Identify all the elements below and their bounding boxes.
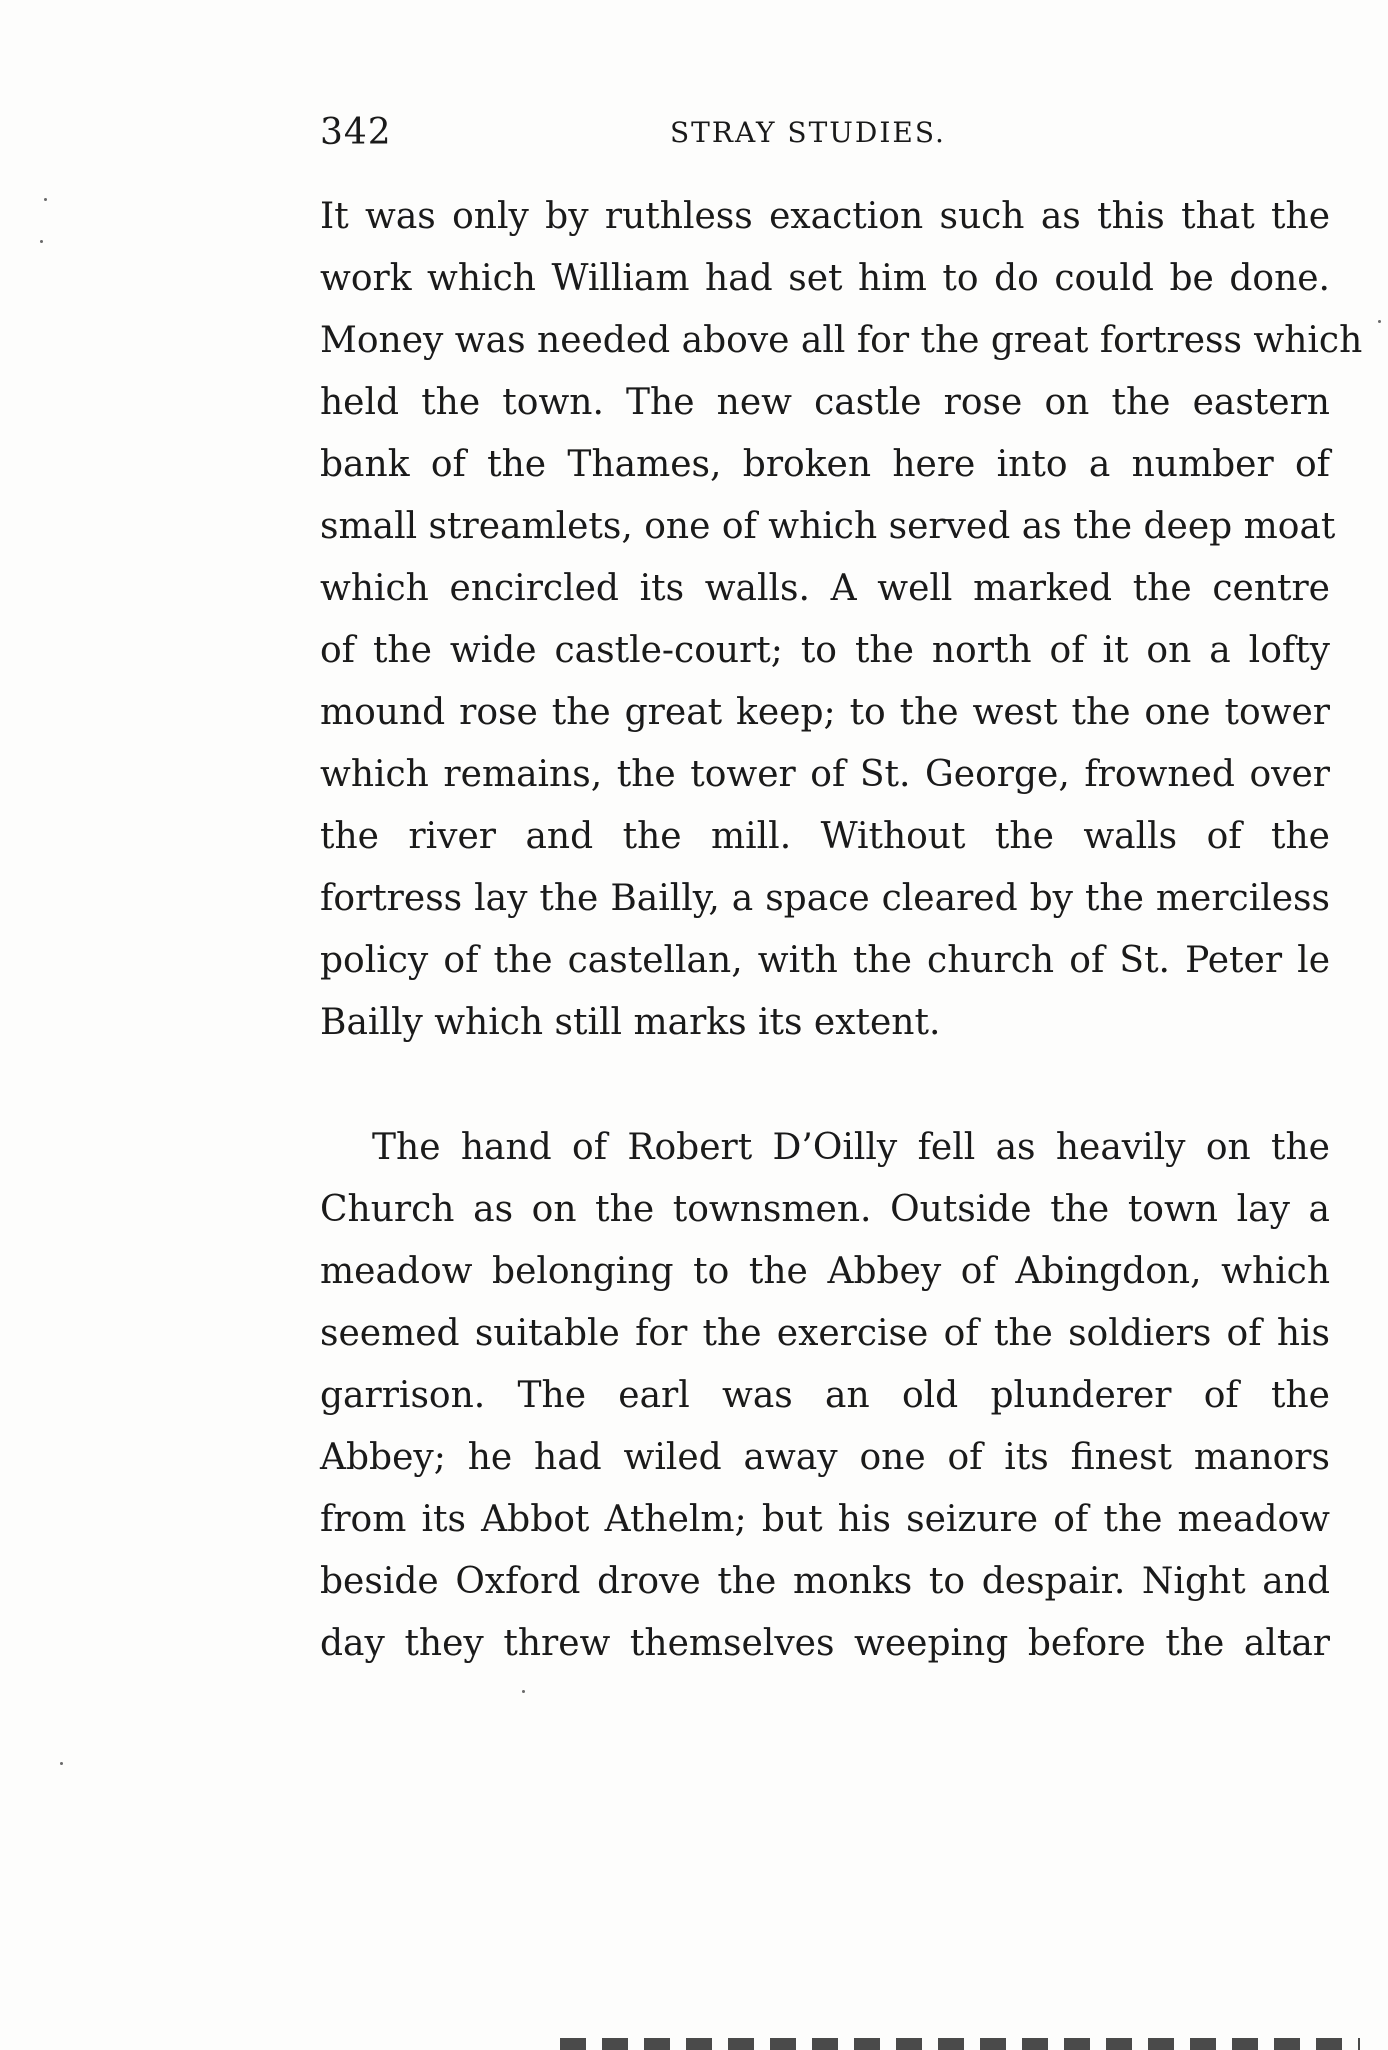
page-number: 342 [320,112,392,153]
text-line: meadow belonging to the Abbey of Abingdon, which [320,1251,1330,1292]
text-line: garrison. The earl was an old plunderer of the [320,1375,1330,1416]
text-line: beside Oxford drove the monks to despair. Night and [320,1561,1330,1602]
text-line: bank of the Thames, broken here into a number of [320,444,1330,485]
scan-speck [60,1762,63,1765]
text-line: Abbey; he had wiled away one of its finest manors [320,1437,1330,1478]
text-line: the river and the mill. Without the walls of the [320,816,1330,857]
text-line: day they threw themselves weeping before the altar [320,1623,1330,1664]
text-line: It was only by ruthless exaction such as this that the [320,196,1330,237]
text-line: Church as on the townsmen. Outside the town lay a [320,1189,1330,1230]
text-line: from its Abbot Athelm; but his seizure of the meadow [320,1499,1330,1540]
text-line: Bailly which still marks its extent. [320,1002,941,1043]
text-line: Money was needed above all for the great fortress which [320,320,1363,361]
running-head: STRAY STUDIES. [670,116,946,149]
text-line: of the wide castle-court; to the north of it on a lofty [320,630,1330,671]
text-line: small streamlets, one of which served as the deep moat [320,506,1336,547]
text-line: mound rose the great keep; to the west the one tower [320,692,1330,733]
scan-speck [1378,320,1381,323]
text-line: which encircled its walls. A well marked the centre [320,568,1330,609]
text-line: which remains, the tower of St. George, frowned over [320,754,1330,795]
scan-speck [522,1690,525,1693]
paragraph-2 [320,1117,1330,1675]
text-line: work which William had set him to do could be done. [320,258,1330,299]
text-line: policy of the castellan, with the church of St. Peter le [320,940,1330,981]
page-header [320,112,1325,162]
text-line: fortress lay the Bailly, a space cleared by the merciless [320,878,1330,919]
scan-speck [40,240,43,243]
scan-speck [44,198,47,201]
paragraph-1 [320,186,1363,1054]
text-line: seemed suitable for the exercise of the soldiers of his [320,1313,1330,1354]
text-line: held the town. The new castle rose on the eastern [320,382,1330,423]
text-line: The hand of Robert D’Oilly fell as heavily on the [372,1127,1330,1168]
scan-edge-artifact [560,2038,1360,2050]
